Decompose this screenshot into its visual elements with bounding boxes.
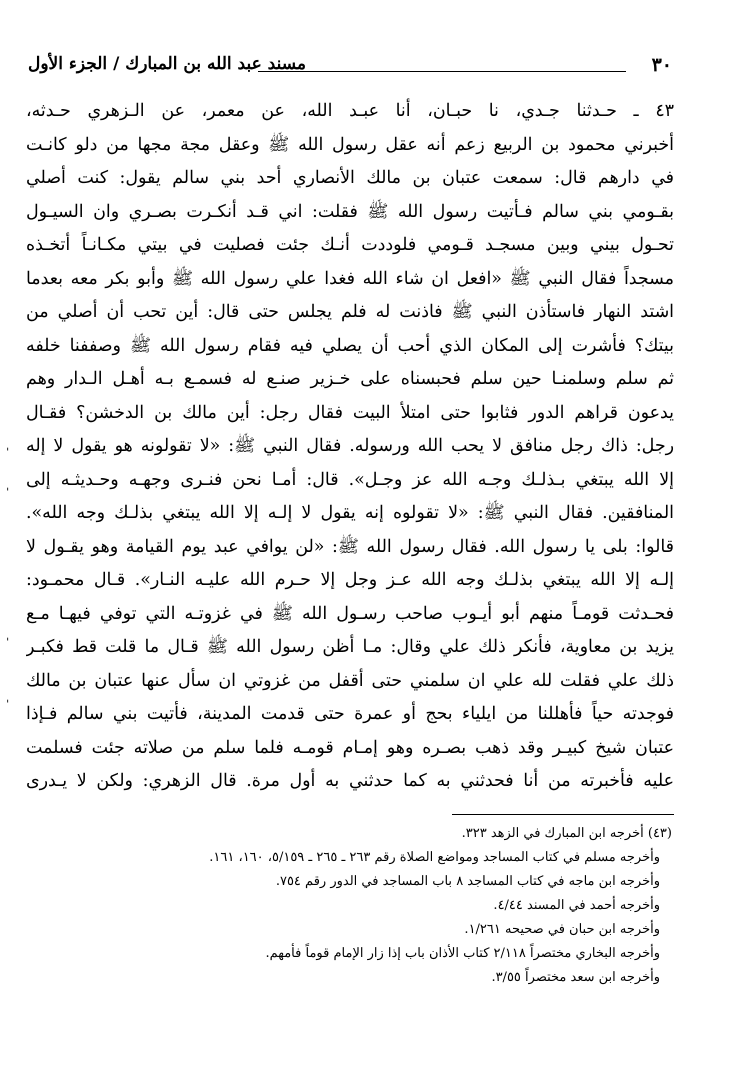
text-line: ٤٣ ـ حـدثنا جـدي، نا حبـان، أنا عبـد الله، عن معمر، عن الـزهري حـدثه، (26, 101, 674, 121)
footnote-line: وأخرجه ابن سعد مختصراً ٣/٥٥. (491, 970, 660, 985)
text-line: رجل: ذاك رجل منافق لا يحب الله ورسوله. فقال النبي ﷺ: «لا تقولونه هو يقول لا إله (26, 436, 674, 456)
text-line: عتبان شيخ كبيـر وقد ذهب بصـره وهو إمـام قومـه فلما سلم من صلاته جئت فسلمت (26, 737, 674, 758)
text-line: فحـدثت قومـاً منهم أبو أيـوب صاحب رسـول الله ﷺ في غزوتـه التي توفي فيهـا مـع (26, 603, 674, 624)
footnote-line: وأخرجه البخاري مختصراً ٢/١١٨ كتاب الأذان باب إذا زار الإمام قوماً فأمهم. (265, 946, 660, 961)
footnote-rule (452, 814, 674, 815)
footnote-line: (٤٣) أخرجه ابن المبارك في الزهد ٣٢٣. (461, 826, 672, 841)
text-line: أخبرني محمود بن الربيع زعم أنه عقل رسول الله ﷺ وعقل مجة مجها من دلو كانـت (26, 134, 674, 155)
text-line: بيتك؟ فأشرت إلى المكان الذي أحب أن يصلي فيه فقام رسول الله ﷺ وصففنا خلفه (26, 335, 674, 356)
footnotes (72, 822, 672, 990)
page-number: ٣٠ (651, 54, 672, 76)
margin-mark: ˌ (6, 478, 10, 492)
text-line: المنافقين. فقال النبي ﷺ: «لا تقولوه إنه يقول لا إلـه إلا الله يبتغي بذلـك وجه الله». (26, 503, 674, 523)
margin-mark: ˌ (6, 690, 10, 704)
running-title: مسند عبد الله بن المبارك / الجزء الأول (28, 54, 306, 74)
text-line: قالوا: بلى يا رسول الله. فقال رسول الله ﷺ: «لن يوافي عبد يوم القيامة وهو يقـول لا (26, 536, 674, 557)
footnote-line: وأخرجه مسلم في كتاب المساجد ومواضع الصلاة رقم ٢٦٣ ـ ٢٦٥ ـ ٥/١٥٩، ١٦٠، ١٦١. (209, 850, 660, 865)
text-line: ذلك علي فقلت لله علي ان سلمني حتى أقفل من غزوتي ان سأل عنها عتبان بن مالك (26, 670, 674, 691)
text-line: بقـومي بني سالم فـأتيت رسول الله ﷺ فقلت: اني قـد أنكـرت بصـري وان السيـول (26, 201, 674, 222)
margin-mark: ˌ (6, 628, 10, 642)
text-line: يدعون قراهم الدور فثابوا حتى امتلأ البيت فقال رجل: أين مالك بن الدخشن؟ فقـال (26, 402, 674, 423)
header-rule (258, 71, 626, 72)
text-line: مسجداً فقال النبي ﷺ «افعل ان شاء الله فغدا علي رسول الله ﷺ وأبو بكر معه بعدما (26, 268, 674, 289)
text-line: اشتد النهار فاستأذن النبي ﷺ فاذنت له فلم يجلس حتى قال: أين تحب أن أصلي من (26, 302, 674, 322)
footnote-line: وأخرجه أحمد في المسند ٤/٤٤. (493, 898, 660, 913)
text-line: عليه فأخبرته من أنا فحدثني به كما حدثني به أول مرة. قال الزهري: ولكن لا يـدرى (26, 771, 674, 791)
text-line: إلـه إلا الله يبتغي بذلـك وجه الله عـز وجل إلا حـرم الله عليـه النـار». قـال محمـود: (26, 570, 674, 590)
text-line: إلا الله يبتغي بـذلـك وجـه الله عز وجـل». قال: أمـا نحن فنـرى وجهـه وحـديثـه إلى (26, 469, 674, 490)
footnote-line: وأخرجه ابن حبان في صحيحه ١/٢٦١. (464, 922, 660, 937)
text-line: فوجدته حياً فأهللنا من ايلياء بحج أو عمرة حتى قدمت المدينة، فأتيت بني سالم فـإذا (26, 704, 674, 724)
text-line: ثم سلم وسلمنـا حين سلم فحبسناه على خـزير صنـع له فسمـع بـه أهـل الـدار وهم (26, 369, 674, 389)
text-line: في دارهم قال: سمعت عتبان بن مالك الأنصاري أحد بني سالم يقول: كنت أصلي (26, 168, 674, 188)
text-line: تحـول بيني وبين مسجـد قـومي فلوددت أنـك جئت فصليت في بيتي مكـانـاً أتخـذه (26, 235, 674, 255)
page-header (28, 54, 672, 90)
margin-mark: ˌ (6, 438, 10, 452)
footnote-line: وأخرجه ابن ماجه في كتاب المساجد ٨ باب المساجد في الدور رقم ٧٥٤. (275, 874, 660, 889)
text-line: يزيد بن معاوية، فأنكر ذلك علي وقال: مـا أظن رسول الله ﷺ قـال ما قلت قط فكبـر (26, 637, 674, 657)
hadith-text (26, 95, 674, 799)
